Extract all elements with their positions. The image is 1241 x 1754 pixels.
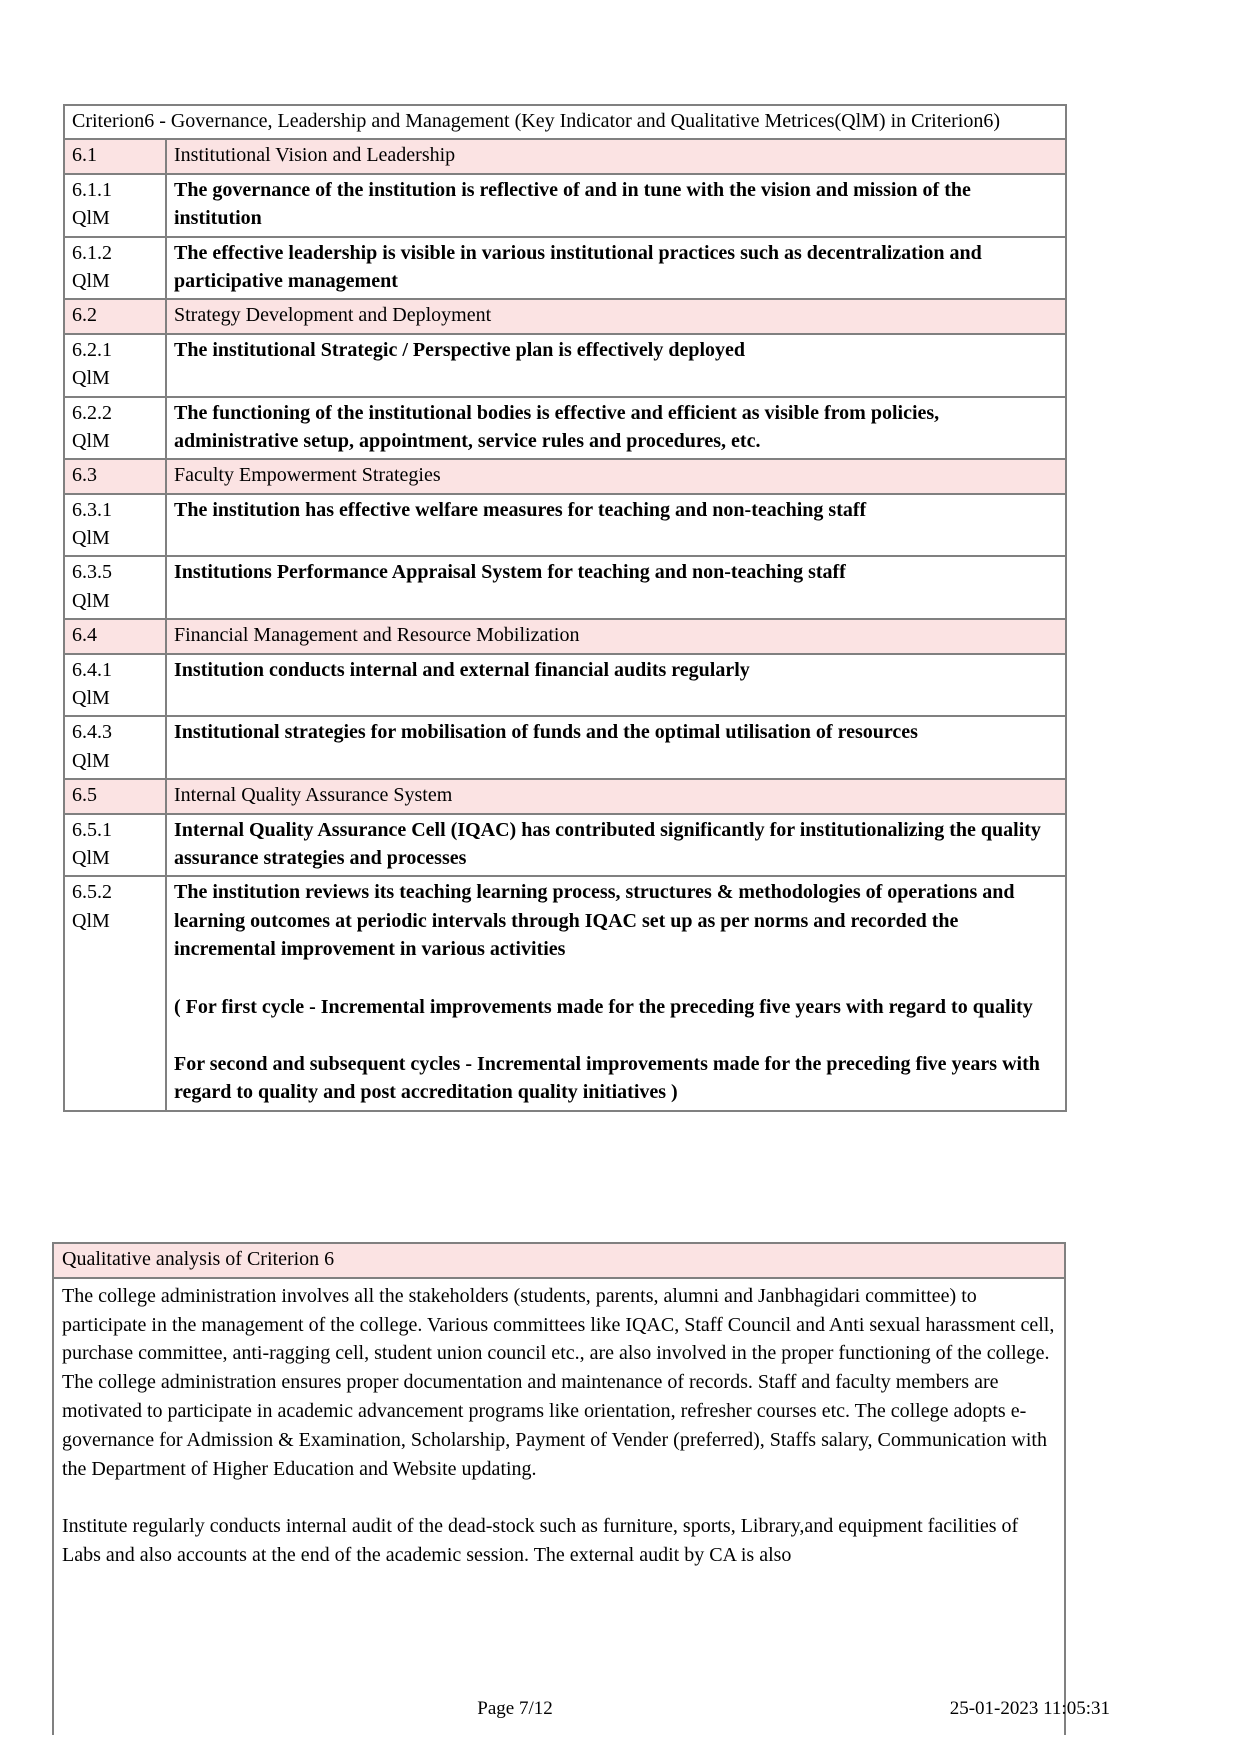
row-qlm-tag: QlM [72,687,110,710]
row-code: 6.5 [72,784,97,807]
row-description-paragraph: Institutions Performance Appraisal System for teaching and non-teaching staff [174,561,846,584]
row-qlm-tag: QlM [72,429,110,452]
row-code-cell [64,654,166,717]
row-code-cell [64,139,166,173]
row-code-cell [64,237,166,300]
row-code: 6.2.2 [72,401,112,424]
qlm-row [64,237,1066,300]
row-description-cell [166,174,1066,237]
row-description-paragraph: The governance of the institution is reflective of and in tune with the vision and mission of the institution [174,178,971,230]
row-code-cell [64,494,166,557]
qualitative-analysis-block [52,1242,1066,1735]
row-description-cell: Financial Management and Resource Mobilization [166,619,1066,653]
qlm-row [64,174,1066,237]
row-description-cell: Internal Quality Assurance System [166,779,1066,813]
row-qlm-tag: QlM [72,749,110,772]
qualitative-paragraph: Institute regularly conducts internal audit of the dead-stock such as furniture, sports, Library,and equipment facilities of Labs and also accounts at the end of the academic session. The external audit by CA is also [62,1515,1019,1567]
row-code-cell [64,876,166,1110]
section-row [64,779,1066,813]
row-code: 6.3.5 [72,561,112,584]
qlm-row [64,397,1066,460]
row-code-cell [64,814,166,877]
qualitative-analysis-body [52,1279,1066,1735]
table-title: Criterion6 - Governance, Leadership and Management (Key Indicator and Qualitative Metrices(QlM) in Criterion6) [64,105,1066,139]
row-code: 6.3.1 [72,498,112,521]
row-code-cell [64,459,166,493]
row-code: 6.1 [72,144,97,167]
criteria-table-body [64,139,1066,1110]
row-qlm-tag: QlM [72,269,110,292]
row-code-cell [64,334,166,397]
row-code: 6.4.3 [72,721,112,744]
row-code: 6.2.1 [72,338,112,361]
row-description-paragraph: Institution conducts internal and external financial audits regularly [174,658,750,681]
row-description-cell [166,654,1066,717]
row-code-cell [64,397,166,460]
row-code: 6.4 [72,624,97,647]
row-description-paragraph: The institution has effective welfare measures for teaching and non-teaching staff [174,498,867,521]
qualitative-paragraph: The college administration involves all the stakeholders (students, parents, alumni and Janbhagidari committee) to participate in the management of the college. Various committees like IQAC, Staff Council and Anti sexual harassment cell, purchase committee, anti-ragging cell, student union council etc., are also involved in the proper functioning of the college. The college administration ensures proper documentation and maintenance of records. Staff and faculty members are motivated to participate in academic advancement programs like orientation, refresher courses etc. The college adopts e-governance for Admission & Examination, Scholarship, Payment of Vender (preferred), Staffs salary, Communication with the Department of Higher Education and Website updating. [62,1284,1055,1480]
row-code-cell [64,174,166,237]
row-description-cell [166,876,1066,1110]
row-qlm-tag: QlM [72,846,110,869]
row-description-cell: Institutional Vision and Leadership [166,139,1066,173]
row-qlm-tag: QlM [72,589,110,612]
row-description-cell [166,494,1066,557]
qlm-row [64,876,1066,1110]
row-code: 6.4.1 [72,658,112,681]
row-description-cell [166,237,1066,300]
qualitative-analysis-header: Qualitative analysis of Criterion 6 [52,1242,1066,1279]
row-code-cell [64,556,166,619]
row-description-cell [166,814,1066,877]
row-code-cell [64,299,166,333]
row-description-cell: Faculty Empowerment Strategies [166,459,1066,493]
qlm-row [64,654,1066,717]
row-description-paragraph: The institution reviews its teaching learning process, structures & methodologies of operations and learning outcomes at periodic intervals through IQAC set up as per norms and recorded the incremental improvement in various activities [174,881,1015,961]
row-qlm-tag: QlM [72,909,110,932]
row-code: 6.1.2 [72,241,112,264]
row-code: 6.2 [72,304,97,327]
row-qlm-tag: QlM [72,207,110,230]
section-row [64,299,1066,333]
row-description-paragraph: For second and subsequent cycles - Incremental improvements made for the preceding five years with regard to quality and post accreditation quality initiatives ) [174,1052,1040,1104]
row-description-paragraph: Institutional strategies for mobilisation of funds and the optimal utilisation of resources [174,721,918,744]
row-qlm-tag: QlM [72,527,110,550]
row-description-paragraph: The functioning of the institutional bodies is effective and efficient as visible from policies, administrative setup, appointment, service rules and procedures, etc. [174,401,940,452]
row-description-cell [166,334,1066,397]
row-code-cell [64,619,166,653]
row-code-cell [64,779,166,813]
section-row [64,459,1066,493]
qlm-row [64,716,1066,779]
row-code: 6.5.2 [72,881,112,904]
row-description-cell [166,556,1066,619]
section-row [64,139,1066,173]
footer-page-number: Page 7/12 [477,1698,553,1719]
row-description-cell [166,397,1066,460]
row-description-paragraph: The effective leadership is visible in various institutional practices such as decentralization and participative management [174,241,982,292]
section-row [64,619,1066,653]
qlm-row [64,556,1066,619]
row-code-cell [64,716,166,779]
row-code: 6.5.1 [72,818,112,841]
footer-timestamp: 25-01-2023 11:05:31 [949,1698,1110,1719]
qlm-row [64,814,1066,877]
row-description-cell: Strategy Development and Deployment [166,299,1066,333]
table-title-row [64,105,1066,139]
row-description-paragraph: Internal Quality Assurance Cell (IQAC) has contributed significantly for institutionalizing the quality assurance strategies and processes [174,818,1041,869]
qlm-row [64,494,1066,557]
row-code: 6.1.1 [72,178,112,201]
criteria-table [63,104,1067,1112]
row-description-paragraph: ( For first cycle - Incremental improvements made for the preceding five years with regard to quality [174,995,1033,1018]
row-code: 6.3 [72,464,97,487]
qlm-row [64,334,1066,397]
row-description-cell [166,716,1066,779]
row-description-paragraph: The institutional Strategic / Perspective plan is effectively deployed [174,338,746,361]
row-qlm-tag: QlM [72,367,110,390]
